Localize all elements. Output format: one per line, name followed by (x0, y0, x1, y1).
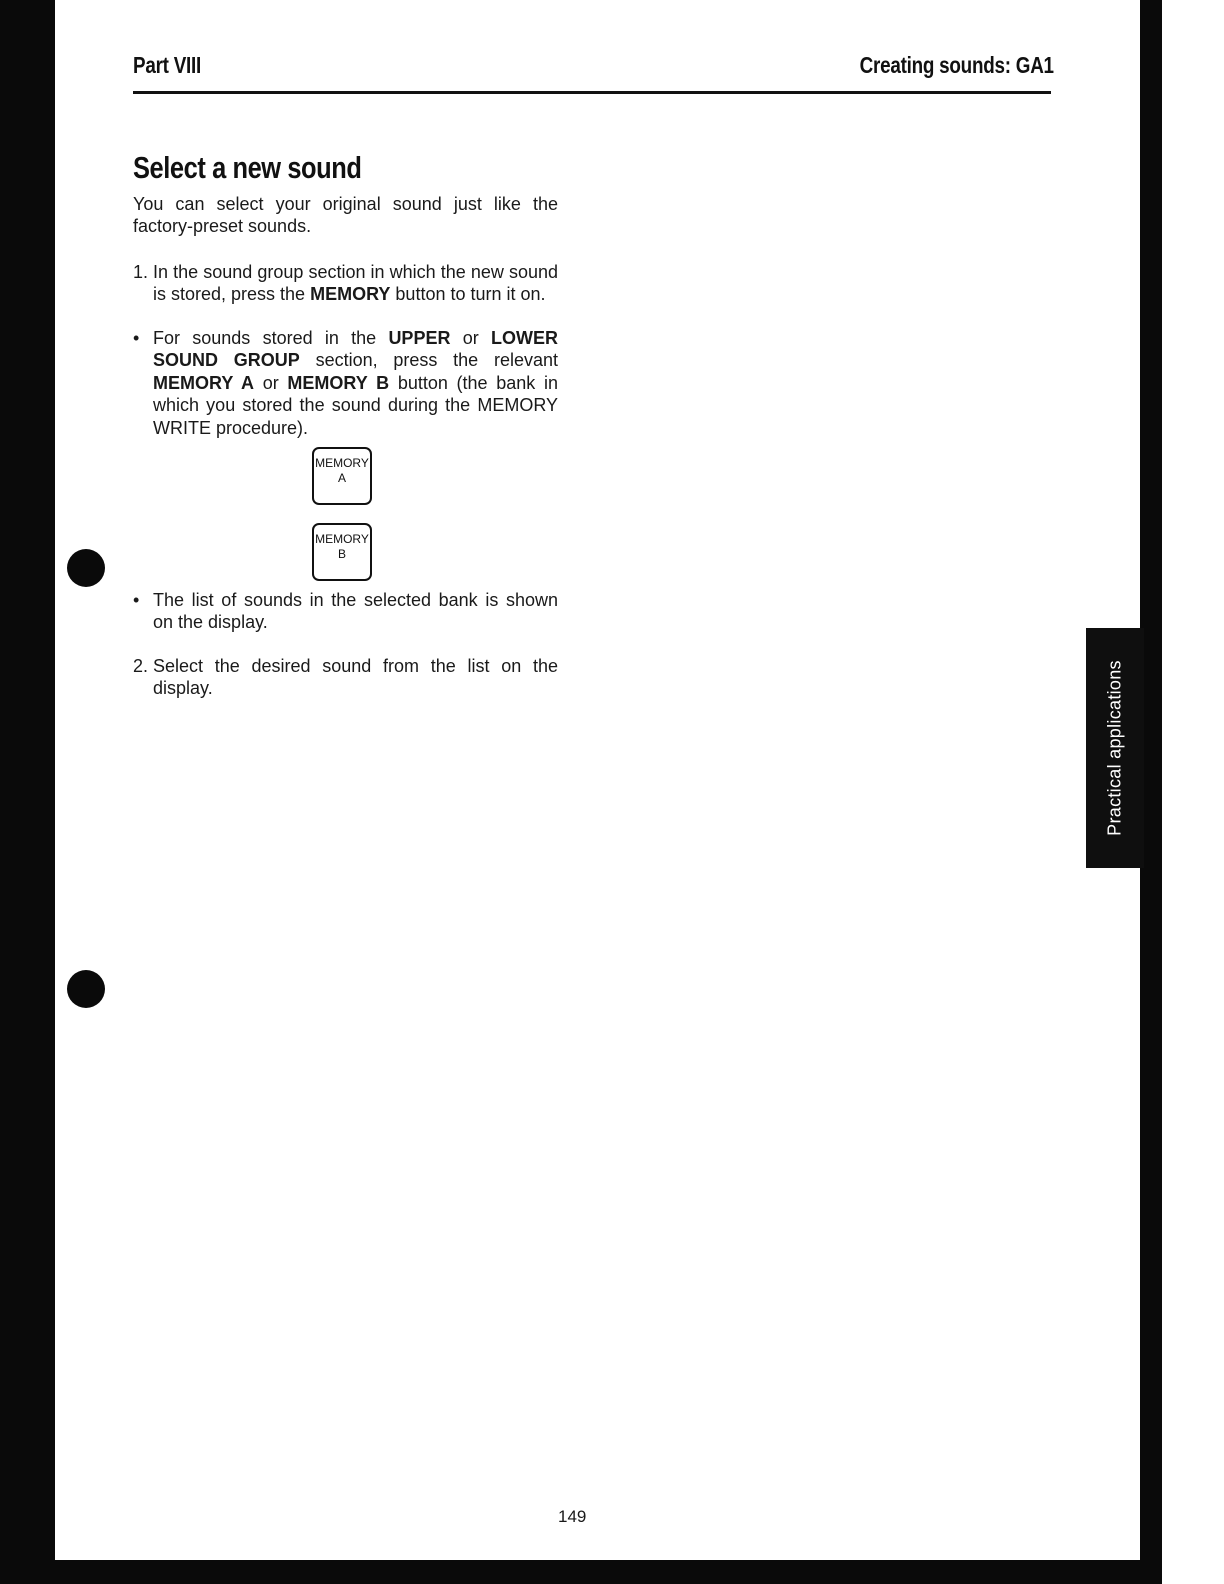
punch-hole-icon (67, 970, 105, 1008)
page-number: 149 (558, 1507, 587, 1526)
note-bold: UPPER (388, 328, 451, 348)
step-number: 2. (133, 656, 149, 676)
note-text: or (254, 372, 288, 393)
button-label: B (337, 547, 346, 561)
note-text: section, press the relevant (299, 350, 558, 371)
step-text: button to turn it on. (390, 284, 546, 305)
button-label: MEMORY (315, 456, 369, 470)
header-part: Part VIII (133, 52, 202, 78)
step-text: Select the desired sound from the list on the display. (153, 656, 558, 699)
scan-margin-right (1162, 0, 1224, 1584)
punch-hole-icon (67, 549, 105, 587)
note-bold: LOWER SOUND GROUP (153, 328, 558, 371)
note-text: button (the bank in which you stored the sound during the MEMORY WRITE procedure). (153, 372, 558, 438)
memory-b-button-illustration (312, 523, 372, 581)
button-label: A (337, 471, 346, 485)
header-chapter: Creating sounds: GA1 (859, 52, 1054, 78)
bullet-icon: • (133, 590, 140, 610)
scan-border-left (0, 0, 55, 1584)
bullet-note-1 (133, 327, 558, 439)
note-bold: MEMORY B (287, 372, 390, 393)
step-number: 1. (133, 262, 149, 282)
step-2 (133, 655, 558, 700)
section-side-tab (1086, 628, 1144, 868)
side-tab-label: Practical applications (1104, 660, 1125, 836)
section-title: Select a new sound (133, 150, 362, 185)
note-bold: MEMORY A (153, 372, 255, 393)
bullet-note-2 (133, 589, 558, 634)
step-text: In the sound group section in which the new sound is stored, press the (153, 262, 558, 305)
button-label: MEMORY (315, 532, 369, 546)
note-text: For sounds stored in the (153, 328, 389, 348)
bullet-icon: • (133, 328, 140, 348)
note-text: or (450, 328, 491, 348)
intro-paragraph: You can select your original sound just like the factory-preset sounds. (133, 194, 558, 237)
step-bold: MEMORY (310, 284, 391, 305)
header-rule (133, 91, 1051, 94)
memory-a-button-illustration (312, 447, 372, 505)
scan-border-bottom (0, 1560, 1162, 1584)
note-text: The list of sounds in the selected bank is shown on the display. (153, 590, 558, 633)
step-1 (133, 261, 558, 306)
